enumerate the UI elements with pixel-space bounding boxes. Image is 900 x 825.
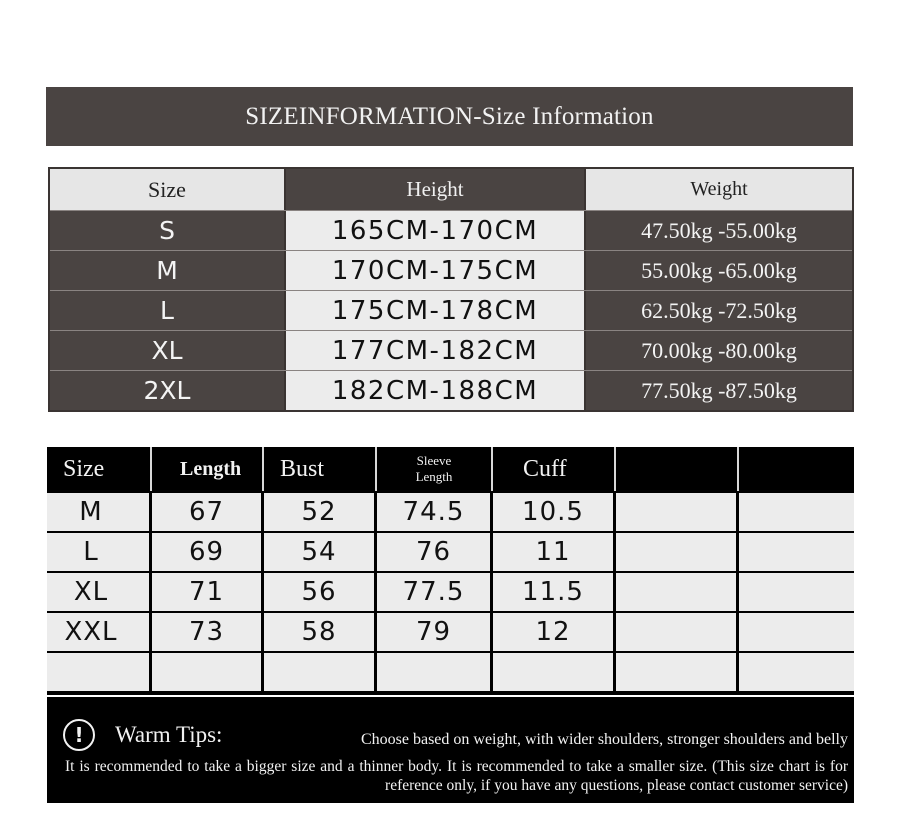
weight-cell: 62.50kg -72.50kg xyxy=(584,291,852,330)
length-cell: 71 xyxy=(152,571,264,611)
table-header-row xyxy=(47,447,854,491)
size-cell: L xyxy=(50,291,284,330)
table-header-row xyxy=(50,169,852,210)
height-cell: 177CM-182CM xyxy=(284,331,584,370)
alert-circle-icon: ! xyxy=(63,719,95,751)
size-cell: S xyxy=(50,211,284,250)
length-cell: 69 xyxy=(152,531,264,571)
weight-cell: 77.50kg -87.50kg xyxy=(584,371,852,410)
cuff-cell: 10.5 xyxy=(493,491,616,531)
table-row xyxy=(47,531,854,571)
table-row xyxy=(50,370,852,410)
tips-label: Warm Tips: xyxy=(115,722,223,747)
cuff-cell: 11 xyxy=(493,531,616,571)
table-row xyxy=(47,571,854,611)
size-cell: 2XL xyxy=(50,371,284,410)
weight-cell: 47.50kg -55.00kg xyxy=(584,211,852,250)
empty-cell xyxy=(616,571,739,611)
size-cell: XL xyxy=(47,571,152,611)
page-title: SIZEINFORMATION-Size Information xyxy=(46,87,853,146)
empty-cell xyxy=(739,611,854,651)
height-cell: 170CM-175CM xyxy=(284,251,584,290)
header-empty xyxy=(616,447,739,491)
size-cell: M xyxy=(47,491,152,531)
height-cell: 182CM-188CM xyxy=(284,371,584,410)
weight-cell: 55.00kg -65.00kg xyxy=(584,251,852,290)
empty-cell xyxy=(616,491,739,531)
header-sleeve-line2: Length xyxy=(415,469,453,484)
empty-cell xyxy=(616,651,739,691)
garment-measurement-table xyxy=(47,447,854,695)
height-cell: 165CM-170CM xyxy=(284,211,584,250)
header-size: Size xyxy=(47,447,152,491)
table-row xyxy=(50,330,852,370)
length-cell: 67 xyxy=(152,491,264,531)
tips-header xyxy=(63,719,222,751)
sleeve-cell: 74.5 xyxy=(377,491,493,531)
warm-tips-panel xyxy=(47,697,854,803)
empty-cell xyxy=(739,531,854,571)
table-row xyxy=(47,611,854,651)
empty-cell xyxy=(493,651,616,691)
table-row xyxy=(47,491,854,531)
size-cell: L xyxy=(47,531,152,571)
cuff-cell: 12 xyxy=(493,611,616,651)
empty-cell xyxy=(616,611,739,651)
bust-cell: 54 xyxy=(264,531,377,571)
header-size: Size xyxy=(50,169,284,210)
bust-cell: 58 xyxy=(264,611,377,651)
height-cell: 175CM-178CM xyxy=(284,291,584,330)
size-cell: M xyxy=(50,251,284,290)
empty-cell xyxy=(739,571,854,611)
header-sleeve-length xyxy=(377,447,493,491)
empty-cell xyxy=(739,491,854,531)
sleeve-cell: 79 xyxy=(377,611,493,651)
empty-cell xyxy=(47,651,152,691)
size-cell: XL xyxy=(50,331,284,370)
header-cuff: Cuff xyxy=(493,447,616,491)
empty-cell xyxy=(152,651,264,691)
header-length: Length xyxy=(152,447,264,491)
header-weight: Weight xyxy=(584,169,852,210)
weight-cell: 70.00kg -80.00kg xyxy=(584,331,852,370)
size-cell: XXL xyxy=(47,611,152,651)
header-empty xyxy=(739,447,854,491)
tips-body: It is recommended to take a bigger size and a thinner body. It is recommended to take a smaller size. (This size chart is for reference only, if you have any questions, please contact customer service) xyxy=(65,758,848,794)
length-cell: 73 xyxy=(152,611,264,651)
empty-cell xyxy=(264,651,377,691)
sleeve-cell: 76 xyxy=(377,531,493,571)
empty-cell xyxy=(377,651,493,691)
bust-cell: 52 xyxy=(264,491,377,531)
empty-cell xyxy=(739,651,854,691)
header-height: Height xyxy=(284,169,584,210)
cuff-cell: 11.5 xyxy=(493,571,616,611)
sleeve-cell: 77.5 xyxy=(377,571,493,611)
table-row xyxy=(50,250,852,290)
table-row xyxy=(47,651,854,691)
table-row xyxy=(50,210,852,250)
table-row xyxy=(50,290,852,330)
header-sleeve-line1: Sleeve xyxy=(416,453,452,468)
body-size-table xyxy=(48,167,854,412)
tips-first-line: Choose based on weight, with wider shoulders, stronger shoulders and belly xyxy=(360,731,848,748)
empty-cell xyxy=(616,531,739,571)
header-bust: Bust xyxy=(264,447,377,491)
bust-cell: 56 xyxy=(264,571,377,611)
